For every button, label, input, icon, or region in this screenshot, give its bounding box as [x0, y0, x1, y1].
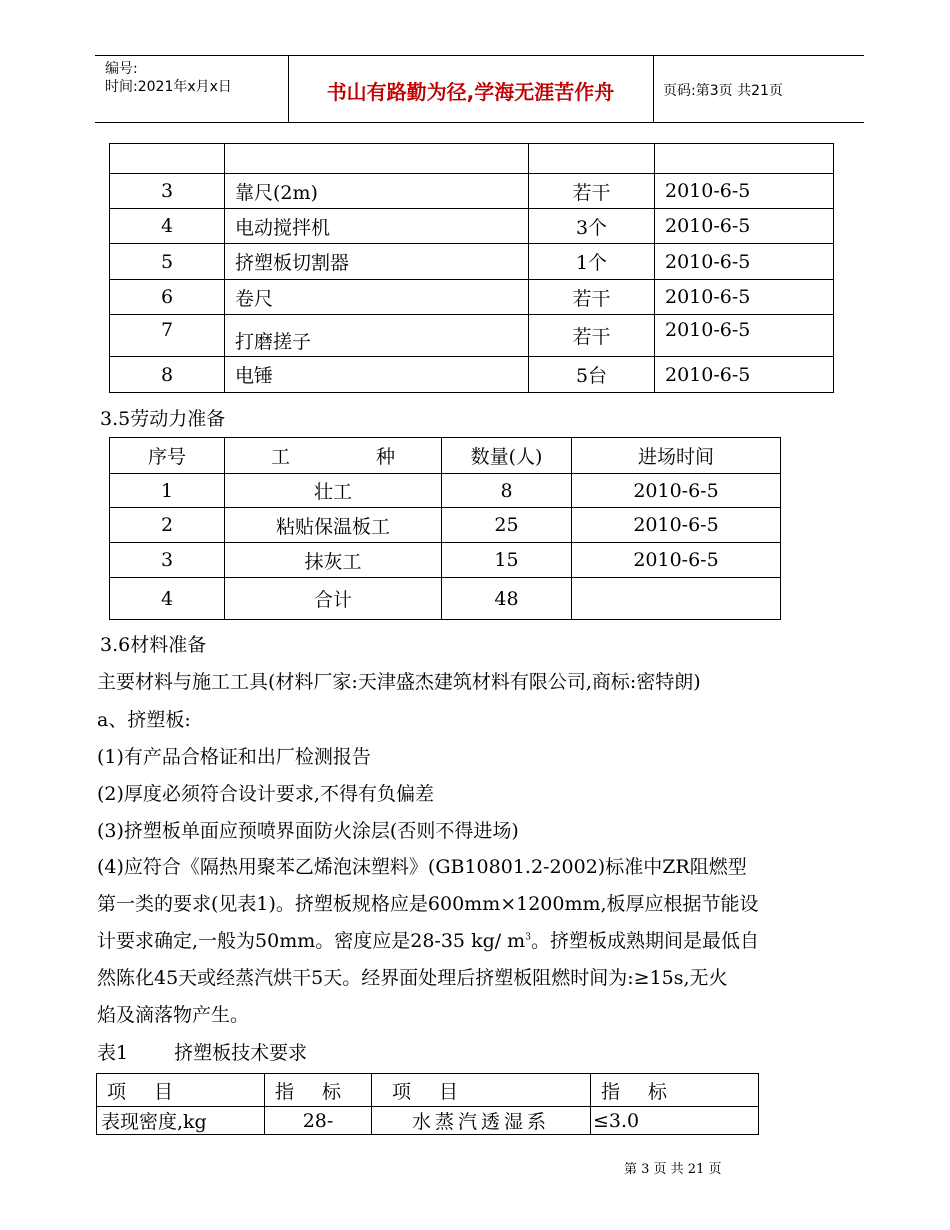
time-label: 时间:2021年x月x日 — [105, 79, 232, 95]
labor-qty: 25 — [442, 508, 572, 543]
col-header: 指 标 — [265, 1074, 372, 1107]
tools-no: 4 — [110, 209, 225, 244]
tools-name: 靠尺(2m) — [225, 174, 529, 209]
labor-no: 1 — [110, 474, 225, 508]
labor-no: 4 — [110, 578, 225, 620]
paragraph: (3)挤塑板单面应预喷界面防火涂层(否则不得进场) — [97, 820, 519, 842]
table1-cell: 水蒸汽透湿系 — [372, 1107, 591, 1135]
material-heading: 3.6材料准备 — [100, 634, 207, 656]
tools-no: 5 — [110, 244, 225, 280]
table-row — [110, 144, 834, 174]
col-header: 序号 — [110, 438, 225, 474]
table1-caption: 表1 挤塑板技术要求 — [97, 1042, 308, 1064]
tools-name: 挤塑板切割器 — [225, 244, 529, 280]
tools-name: 电锤 — [225, 357, 529, 393]
labor-date: 2010-6-5 — [572, 508, 781, 543]
tools-table — [109, 143, 834, 393]
labor-qty: 48 — [442, 578, 572, 620]
header-divider — [653, 56, 654, 122]
tools-qty: 3个 — [529, 209, 655, 244]
tools-qty: 1个 — [529, 244, 655, 280]
table-row — [110, 508, 781, 543]
tools-name — [225, 144, 529, 174]
labor-date: 2010-6-5 — [572, 543, 781, 578]
paragraph: 焰及滴落物产生。 — [97, 1004, 250, 1026]
table-row — [110, 244, 834, 280]
paragraph-part: 。挤塑板成熟期间是最低自 — [530, 930, 759, 952]
labor-heading: 3.5劳动力准备 — [100, 408, 226, 430]
paragraph: (1)有产品合格证和出厂检测报告 — [97, 746, 371, 768]
labor-type: 壮工 — [225, 474, 442, 508]
col-header: 指 标 — [591, 1074, 759, 1107]
footer-page-number: 第 3 页 共 21 页 — [624, 1162, 722, 1177]
number-label: 编号: — [105, 61, 138, 77]
labor-table — [109, 437, 781, 620]
table-row — [110, 578, 781, 620]
tools-name: 卷尺 — [225, 280, 529, 315]
table-row — [110, 438, 781, 474]
labor-date — [572, 578, 781, 620]
labor-type: 合计 — [225, 578, 442, 620]
col-header: 工 种 — [225, 438, 442, 474]
page-header — [95, 55, 864, 123]
tools-no: 3 — [110, 174, 225, 209]
table-row — [110, 174, 834, 209]
table1-cell: ≤3.0 — [591, 1107, 759, 1135]
table-row — [110, 209, 834, 244]
tools-no: 6 — [110, 280, 225, 315]
table-row — [110, 543, 781, 578]
tools-date: 2010-6-5 — [655, 357, 834, 393]
table-row — [110, 474, 781, 508]
tools-name: 打磨搓子 — [225, 315, 529, 357]
col-header: 项 目 — [372, 1074, 591, 1107]
labor-qty: 15 — [442, 543, 572, 578]
tools-date: 2010-6-5 — [655, 280, 834, 315]
paragraph: 第一类的要求(见表1)。挤塑板规格应是600mm×1200mm,板厚应根据节能设 — [97, 893, 759, 915]
paragraph: 主要材料与施工工具(材料厂家:天津盛杰建筑材料有限公司,商标:密特朗) — [97, 671, 701, 693]
labor-date: 2010-6-5 — [572, 474, 781, 508]
tools-qty: 5台 — [529, 357, 655, 393]
tools-qty: 若干 — [529, 315, 655, 357]
tools-date — [655, 144, 834, 174]
tools-name: 电动搅拌机 — [225, 209, 529, 244]
labor-type: 抹灰工 — [225, 543, 442, 578]
table1-cell: 表现密度,kg — [97, 1107, 265, 1135]
header-motto: 书山有路勤为径,学海无涯苦作舟 — [326, 80, 615, 104]
table-row — [97, 1074, 759, 1107]
header-page-label: 页码:第3页 共21页 — [663, 83, 783, 99]
header-meta — [105, 60, 232, 96]
paragraph-with-superscript — [97, 926, 759, 953]
col-header: 项 目 — [97, 1074, 265, 1107]
paragraph-part: 计要求确定,一般为50mm。密度应是28-35 kg/ m — [97, 930, 526, 952]
paragraph: (2)厚度必须符合设计要求,不得有负偏差 — [97, 783, 434, 805]
tools-date: 2010-6-5 — [655, 315, 834, 357]
table-row — [110, 280, 834, 315]
table-row — [110, 357, 834, 393]
table1-cell: 28- — [265, 1107, 372, 1135]
tools-no: 7 — [110, 315, 225, 357]
table1 — [96, 1073, 759, 1135]
tools-qty: 若干 — [529, 174, 655, 209]
col-header: 进场时间 — [572, 438, 781, 474]
labor-type: 粘贴保温板工 — [225, 508, 442, 543]
col-header: 数量(人) — [442, 438, 572, 474]
tools-date: 2010-6-5 — [655, 209, 834, 244]
paragraph: (4)应符合《隔热用聚苯乙烯泡沫塑料》(GB10801.2-2002)标准中ZR阻燃型 — [97, 856, 747, 878]
labor-qty: 8 — [442, 474, 572, 508]
tools-date: 2010-6-5 — [655, 244, 834, 280]
tools-no — [110, 144, 225, 174]
tools-date: 2010-6-5 — [655, 174, 834, 209]
table-row — [97, 1107, 759, 1135]
labor-no: 2 — [110, 508, 225, 543]
table-row — [110, 315, 834, 357]
tools-qty — [529, 144, 655, 174]
labor-no: 3 — [110, 543, 225, 578]
paragraph: 然陈化45天或经蒸汽烘干5天。经界面处理后挤塑板阻燃时间为:≥15s,无火 — [97, 967, 728, 989]
tools-qty: 若干 — [529, 280, 655, 315]
paragraph: a、挤塑板: — [97, 709, 191, 731]
superscript: 3 — [525, 932, 531, 943]
tools-no: 8 — [110, 357, 225, 393]
